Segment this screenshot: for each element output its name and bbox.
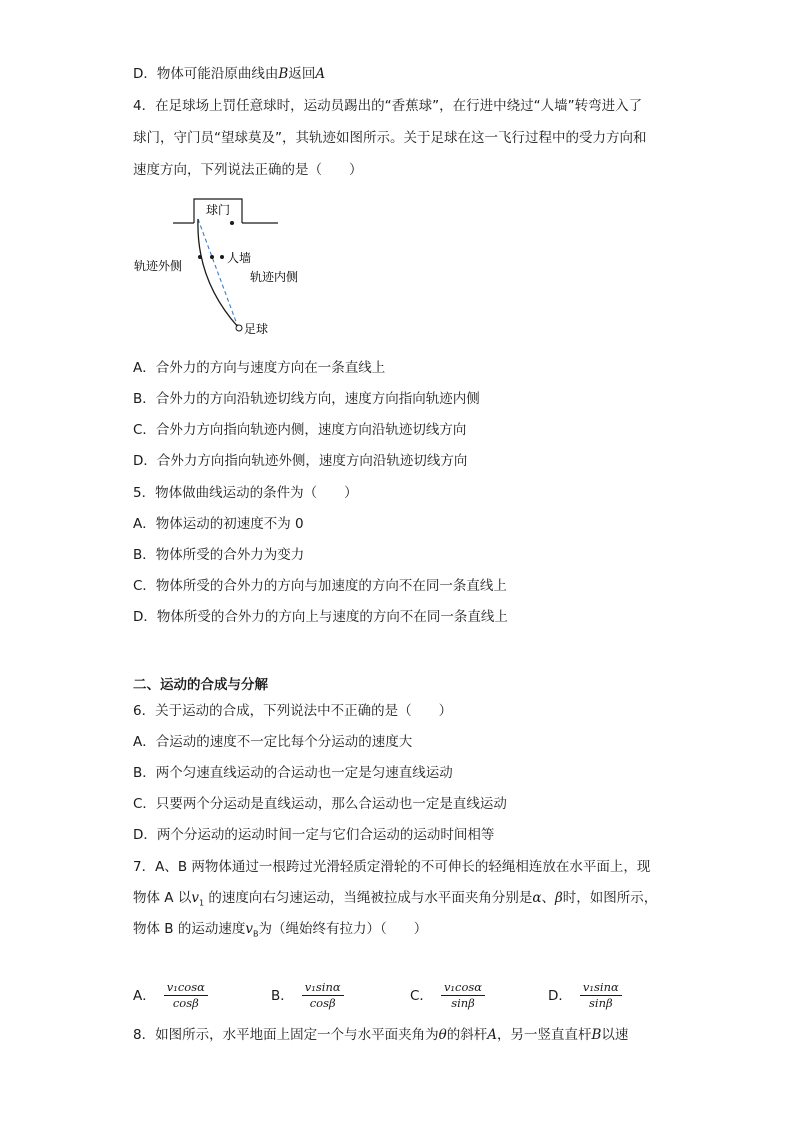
banana-kick-figure <box>130 190 330 350</box>
numerator: v₁cosα <box>441 980 485 996</box>
goal-label: 球门 <box>206 203 231 217</box>
goal-point <box>230 221 234 225</box>
numerator: v₁cosα <box>164 980 208 996</box>
q4-stem-line-2: 球门，守门员“望球莫及”，其轨迹如图所示。关于足球在这一飞行过程中的受力方向和 <box>133 130 647 146</box>
q3-option-d <box>133 64 325 84</box>
q7-option-c-label: C． <box>410 987 433 1004</box>
q7-line2-part-c: 时，如图所示， <box>562 890 658 906</box>
q4-stem-line-1: 4．在足球场上罚任意球时，运动员踢出的“香蕉球”，在行进中绕过“人墙”转弯进入了 <box>133 98 643 114</box>
vb-symbol: v <box>245 921 253 937</box>
q5-stem: 5．物体做曲线运动的条件为（ ） <box>133 485 358 501</box>
q7-option-a-label: A． <box>133 987 156 1004</box>
q5-option-c: C．物体所受的合外力的方向与加速度的方向不在同一条直线上 <box>133 578 507 594</box>
q6-option-c: C．只要两个分运动是直线运动，那么合运动也一定是直线运动 <box>133 796 507 812</box>
ball-label: 足球 <box>244 322 269 336</box>
q7-line3-part-b: 为（绳始终有拉力）（ ） <box>258 921 428 937</box>
q4-option-d: D．合外力方向指向轨迹外侧，速度方向沿轨迹切线方向 <box>133 453 468 469</box>
q8-line1-part-b: 的斜杆 <box>446 1027 488 1043</box>
q7-line3-part-a: 物体 B 的运动速度 <box>133 921 246 937</box>
denominator: sinβ <box>589 996 613 1010</box>
q5-option-a: A．物体运动的初速度不为 0 <box>133 516 304 532</box>
rod-a-label: A <box>487 1027 497 1043</box>
q7-option-a <box>133 980 208 1011</box>
q6-option-d: D．两个分运动的运动时间一定与它们合运动的运动时间相等 <box>133 827 495 843</box>
numerator: v₁sinα <box>302 980 344 996</box>
q6-option-b: B．两个匀速直线运动的合运动也一定是匀速直线运动 <box>133 765 453 781</box>
denominator: sinβ <box>451 996 475 1010</box>
symbol-separator: 、 <box>541 890 555 906</box>
wall-label: 人墙 <box>227 251 252 265</box>
q8-stem-line-1 <box>133 1025 628 1045</box>
q5-option-b: B．物体所受的合外力为变力 <box>133 547 305 563</box>
q7-stem-line-1: 7．A、B 两物体通过一根跨过光滑轻质定滑轮的不可伸长的轻绳相连放在水平面上，现 <box>133 859 651 875</box>
q5-option-d: D．物体所受的合外力的方向上与速度的方向不在同一条直线上 <box>133 609 508 625</box>
denominator: cosβ <box>309 996 336 1010</box>
q7-line2-part-a: 物体 A 以 <box>133 890 192 906</box>
q7-option-a-fraction <box>164 980 208 1011</box>
q7-option-d <box>548 980 622 1011</box>
q8-line1-part-a: 8．如图所示，水平地面上固定一个与水平面夹角为 <box>133 1027 439 1043</box>
outer-side-label: 轨迹外侧 <box>134 259 183 273</box>
q6-option-a: A．合运动的速度不一定比每个分运动的速度大 <box>133 734 413 750</box>
q7-stem-line-3 <box>133 919 427 945</box>
q7-option-b <box>271 980 344 1011</box>
inner-side-label: 轨迹内侧 <box>250 270 299 284</box>
q6-stem: 6．关于运动的合成，下列说法中不正确的是（ ） <box>133 703 453 719</box>
q7-option-c <box>410 980 485 1011</box>
q7-option-c-fraction <box>441 980 485 1011</box>
point-a-label: A <box>315 66 326 82</box>
q4-option-b: B．合外力的方向沿轨迹切线方向，速度方向指向轨迹内侧 <box>133 391 480 407</box>
beta-symbol: β <box>554 890 563 906</box>
ball-icon <box>236 325 242 331</box>
point-b-label: B <box>278 66 289 82</box>
vb-subscript: B <box>253 929 259 939</box>
q4-option-c: C．合外力方向指向轨迹内侧，速度方向沿轨迹切线方向 <box>133 422 467 438</box>
theta-symbol: θ <box>438 1027 447 1043</box>
wall-player-1 <box>198 255 202 259</box>
q7-option-b-label: B． <box>271 987 294 1004</box>
q3-option-d-returns: 返回 <box>288 66 316 82</box>
q7-option-d-fraction <box>580 980 622 1011</box>
rod-b-label: B <box>591 1027 602 1043</box>
q7-line2-part-b: 的速度向右匀速运动，当绳被拉成与水平面夹角分别是 <box>204 890 533 906</box>
wall-player-3 <box>220 255 224 259</box>
wall-player-2 <box>210 255 214 259</box>
q7-stem-line-2 <box>133 888 657 914</box>
q7-option-d-label: D． <box>548 987 572 1004</box>
section-heading: 二、运动的合成与分解 <box>133 677 268 693</box>
q7-option-b-fraction <box>302 980 344 1011</box>
v1-subscript: 1 <box>198 898 205 908</box>
q4-stem-line-3: 速度方向，下列说法正确的是（ ） <box>133 162 363 178</box>
straight-path-dashed <box>198 219 238 327</box>
q3-option-d-text: D．物体可能沿原曲线由 <box>133 66 279 82</box>
denominator: cosβ <box>172 996 199 1010</box>
q4-option-a: A．合外力的方向与速度方向在一条直线上 <box>133 360 386 376</box>
numerator: v₁sinα <box>580 980 622 996</box>
q8-line1-part-d: 以速 <box>601 1027 629 1043</box>
v1-symbol: v <box>191 890 199 906</box>
alpha-symbol: α <box>532 890 542 906</box>
q8-line1-part-c: ，另一竖直直杆 <box>496 1027 592 1043</box>
